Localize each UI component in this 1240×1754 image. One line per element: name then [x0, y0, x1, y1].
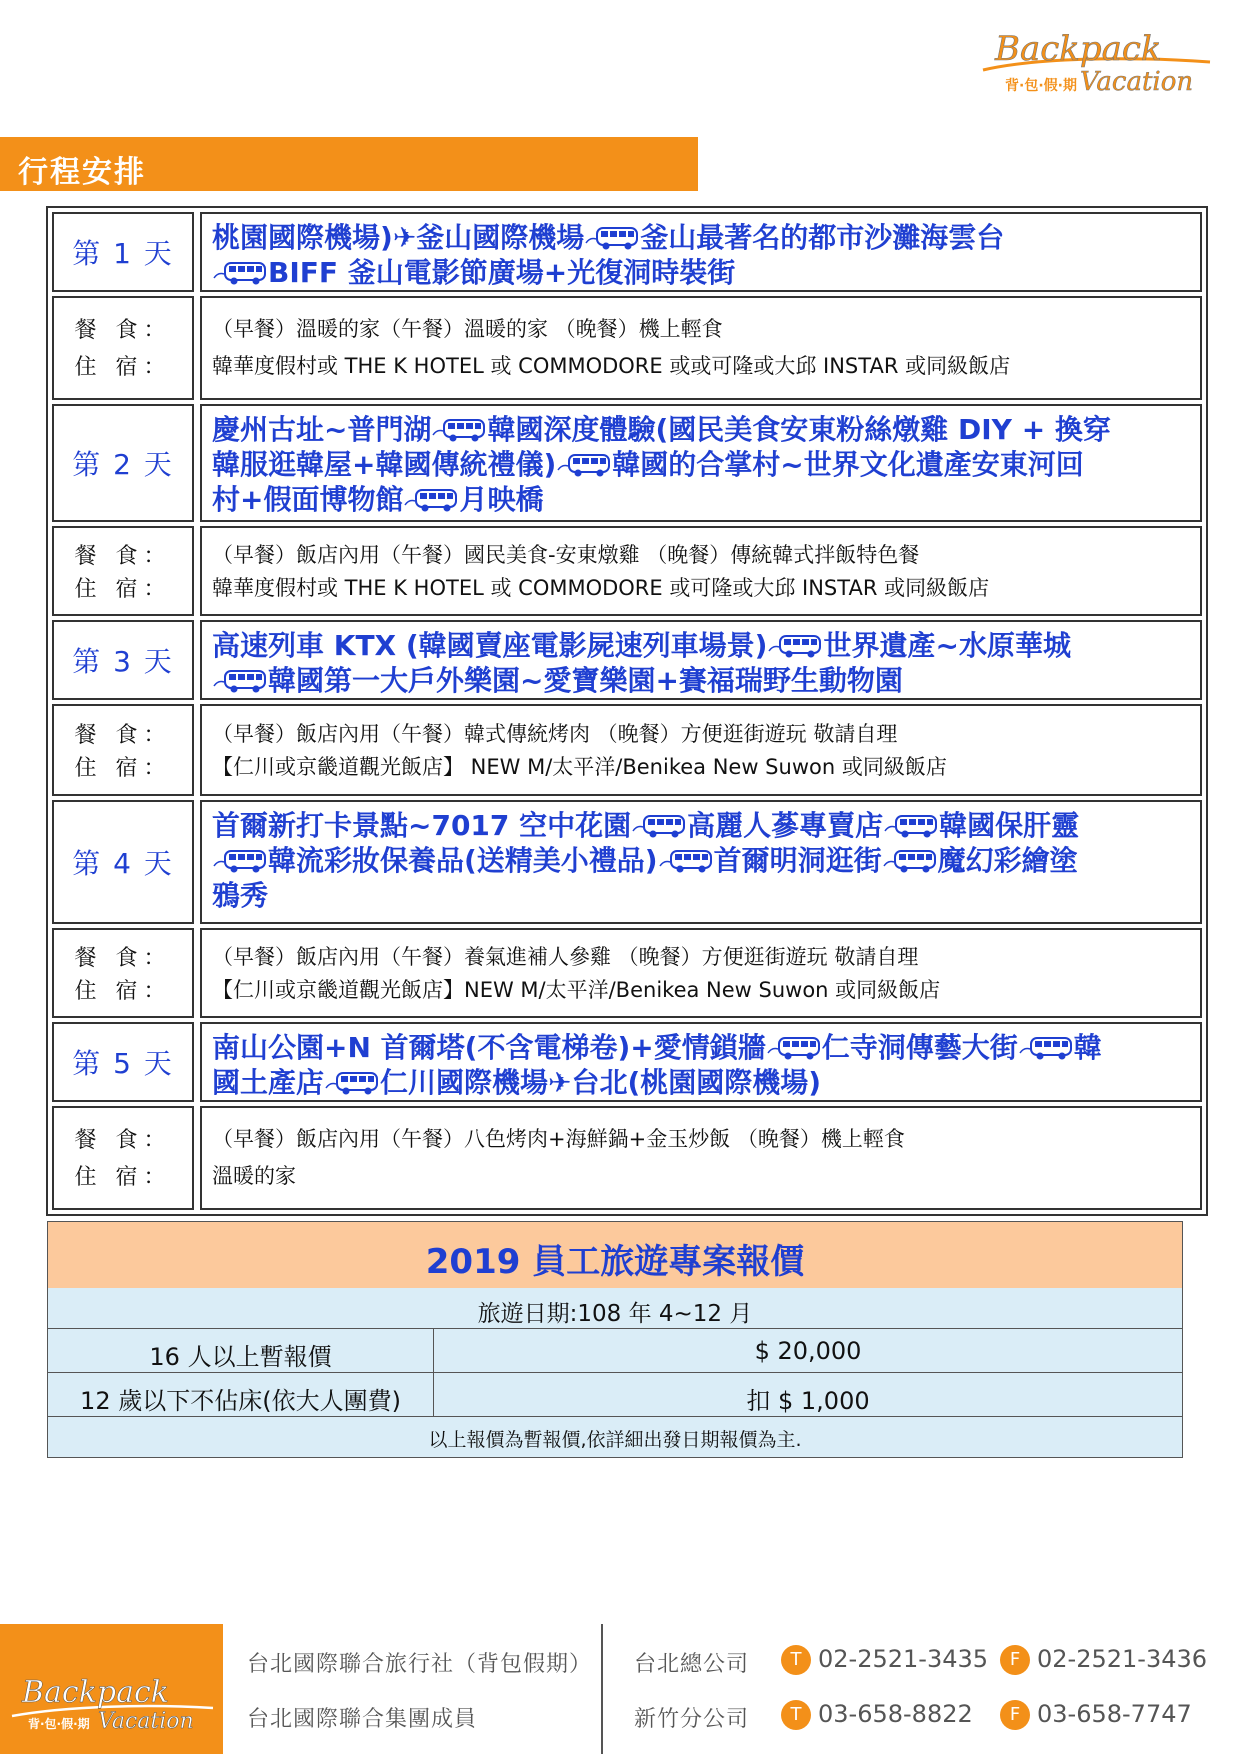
- day-label-cell: [52, 620, 194, 700]
- day-label: 第 4 天: [72, 847, 174, 880]
- day-label-cell: [52, 1022, 194, 1102]
- itinerary-segment: 韓國的合掌村~世界文化遺產安東河回: [612, 448, 1084, 481]
- pricing-note: 以上報價為暫報價,依詳細出發日期報價為主.: [428, 1429, 802, 1451]
- itinerary-line: [212, 1030, 1192, 1065]
- day-itinerary-text: [212, 628, 1192, 698]
- stay-label: 住 宿：: [74, 979, 172, 1004]
- bus-icon: [1018, 1031, 1074, 1064]
- day-row: [52, 800, 1202, 924]
- stay-text: 韓華度假村或 THE K HOTEL 或 COMMODORE 或可隆或大邱 INSTAR 或同級飯店: [212, 576, 990, 600]
- itinerary-segment: 高麗人蔘專賣店: [687, 809, 884, 842]
- stay-label: 住 宿：: [74, 756, 172, 781]
- day-row: [52, 620, 1202, 700]
- meal-label: 餐 食：: [74, 544, 172, 569]
- itinerary-table: [46, 206, 1208, 1216]
- day-row: [52, 404, 1202, 522]
- meal-stay-label-cell: [52, 526, 194, 616]
- itinerary-line: [212, 1065, 1192, 1100]
- bus-icon: [631, 809, 687, 842]
- pricing-label-cell: 12 歲以下不佔床(依大人團費): [48, 1373, 434, 1416]
- svg-text:Backpack: Backpack: [995, 29, 1162, 69]
- day-label: 第 5 天: [72, 1047, 174, 1080]
- itinerary-segment: 仁川國際機場: [380, 1066, 549, 1099]
- itinerary-segment: 高速列車 KTX (韓國賣座電影屍速列車場景): [212, 629, 768, 662]
- itinerary-segment: 國土產店: [212, 1066, 325, 1099]
- stay-text: 溫暖的家: [212, 1164, 296, 1188]
- office-name: 新竹分公司: [634, 1707, 750, 1732]
- day-itinerary-text: [212, 1030, 1192, 1100]
- pricing-row: [48, 1329, 1182, 1373]
- itinerary-segment: 鴉秀: [212, 879, 269, 912]
- itinerary-segment: 釜山國際機場: [416, 221, 585, 254]
- itinerary-line: [212, 220, 1192, 255]
- pricing-value-cell: $ 20,000: [754, 1337, 862, 1365]
- pricing-note-row: [48, 1417, 1182, 1457]
- itinerary-segment: 首爾明洞逛街: [713, 844, 882, 877]
- itinerary-segment: 南山公園+N 首爾塔(不含電梯卷)+愛情鎖牆: [212, 1031, 766, 1064]
- itinerary-line: [212, 628, 1192, 663]
- bus-icon: [882, 844, 938, 877]
- itinerary-segment: 魔幻彩繪塗: [937, 844, 1078, 877]
- meal-text: （早餐）溫暖的家（午餐）溫暖的家 （晚餐）機上輕食: [212, 317, 723, 341]
- bus-icon: [584, 221, 640, 254]
- day-label: 第 1 天: [72, 237, 174, 270]
- meal-stay-row: [52, 296, 1202, 400]
- section-header: [0, 137, 698, 191]
- fax-icon: F: [1000, 1645, 1030, 1675]
- meal-stay-text-cell: [200, 1106, 1202, 1210]
- meal-stay-label-cell: [52, 296, 194, 400]
- pricing-title-row: [48, 1222, 1182, 1289]
- itinerary-segment: 台北(桃園國際機場): [571, 1066, 822, 1099]
- footer-group: 台北國際聯合集團成員: [247, 1707, 478, 1732]
- meal-label: 餐 食：: [74, 723, 172, 748]
- itinerary-line: [212, 843, 1192, 878]
- office-tel: 03-658-8822: [818, 1700, 973, 1728]
- itinerary-segment: 韓國深度體驗(國民美食安東粉絲燉雞 DIY + 換穿: [487, 413, 1111, 446]
- itinerary-segment: 桃園國際機場): [212, 221, 393, 254]
- meal-text: （早餐）飯店內用（午餐）養氣進補人參雞 （晚餐）方便逛街遊玩 敬請自理: [212, 945, 919, 969]
- bus-icon: [658, 844, 714, 877]
- day-itinerary-text: [212, 220, 1192, 290]
- telephone-icon: T: [781, 1700, 811, 1730]
- office-name: 台北總公司: [634, 1652, 750, 1677]
- meal-stay-row: [52, 1106, 1202, 1210]
- day-itinerary-cell: [200, 404, 1202, 522]
- meal-label: 餐 食：: [74, 946, 172, 971]
- svg-text:Backpack: Backpack: [22, 1675, 169, 1710]
- itinerary-line: [212, 447, 1192, 482]
- meal-text: （早餐）飯店內用（午餐）韓式傳統烤肉 （晚餐）方便逛街遊玩 敬請自理: [212, 722, 898, 746]
- meal-stay-text-cell: [200, 296, 1202, 400]
- itinerary-segment: 月映橋: [459, 483, 544, 516]
- itinerary-segment: 韓: [1073, 1031, 1102, 1064]
- bus-icon: [403, 483, 459, 516]
- day-itinerary-cell: [200, 212, 1202, 292]
- stay-text: 【仁川或京畿道觀光飯店】 NEW M/太平洋/Benikea New Suwon 或同級飯店: [212, 755, 947, 779]
- itinerary-line: [212, 255, 1192, 290]
- svg-text:背·包·假·期: 背·包·假·期: [1005, 78, 1077, 94]
- pricing-date-row: [48, 1288, 1182, 1329]
- pricing-value-cell: 扣 $ 1,000: [746, 1387, 870, 1415]
- airplane-icon: ✈: [392, 221, 417, 254]
- meal-stay-row: [52, 928, 1202, 1018]
- itinerary-segment: 釜山最著名的都市沙灘海雲台: [640, 221, 1005, 254]
- day-row: [52, 1022, 1202, 1102]
- meal-stay-label-cell: [52, 928, 194, 1018]
- itinerary-line: [212, 878, 1192, 913]
- svg-text:Vacation: Vacation: [98, 1709, 194, 1734]
- itinerary-segment: 韓國第一大戶外樂園~愛寶樂園+賽福瑞野生動物園: [268, 664, 903, 697]
- day-itinerary-text: [212, 412, 1192, 517]
- bus-icon: [767, 629, 823, 662]
- day-label: 第 3 天: [72, 645, 174, 678]
- backpack-vacation-logo: [8, 1664, 218, 1734]
- telephone-icon: T: [781, 1645, 811, 1675]
- bus-icon: [556, 448, 612, 481]
- meal-stay-text-cell: [200, 928, 1202, 1018]
- office-fax: 02-2521-3436: [1037, 1645, 1208, 1673]
- meal-label: 餐 食：: [74, 318, 172, 343]
- stay-text: 韓華度假村或 THE K HOTEL 或 COMMODORE 或或可隆或大邱 INSTAR 或同級飯店: [212, 354, 1011, 378]
- day-itinerary-cell: [200, 800, 1202, 924]
- itinerary-segment: BIFF 釜山電影節廣場+光復洞時裝街: [268, 256, 736, 289]
- pricing-table: [47, 1221, 1183, 1458]
- bus-icon: [431, 413, 487, 446]
- office-fax: 03-658-7747: [1037, 1700, 1192, 1728]
- pricing-date: 旅遊日期:108 年 4~12 月: [477, 1301, 753, 1327]
- pricing-title: 2019 員工旅遊專案報價: [425, 1242, 805, 1282]
- svg-text:Vacation: Vacation: [1080, 67, 1194, 97]
- itinerary-segment: 慶州古址~普門湖: [212, 413, 432, 446]
- meal-text: （早餐）飯店內用（午餐）國民美食-安東燉雞 （晚餐）傳統韓式拌飯特色餐: [212, 543, 920, 567]
- itinerary-segment: 世界遺產~水原華城: [823, 629, 1071, 662]
- meal-stay-text-cell: [200, 704, 1202, 796]
- office-tel: 02-2521-3435: [818, 1645, 989, 1673]
- meal-label: 餐 食：: [74, 1128, 172, 1153]
- svg-text:背·包·假·期: 背·包·假·期: [28, 1717, 90, 1731]
- itinerary-segment: 首爾新打卡景點~7017 空中花園: [212, 809, 632, 842]
- day-label-cell: [52, 404, 194, 522]
- itinerary-line: [212, 808, 1192, 843]
- day-label-cell: [52, 212, 194, 292]
- stay-text: 【仁川或京畿道觀光飯店】NEW M/太平洋/Benikea New Suwon 或同級飯店: [212, 978, 941, 1002]
- day-itinerary-cell: [200, 620, 1202, 700]
- fax-icon: F: [1000, 1700, 1030, 1730]
- itinerary-line: [212, 412, 1192, 447]
- itinerary-line: [212, 663, 1192, 698]
- day-itinerary-cell: [200, 1022, 1202, 1102]
- meal-stay-row: [52, 704, 1202, 796]
- itinerary-segment: 韓國保肝靈: [939, 809, 1080, 842]
- bus-icon: [212, 664, 268, 697]
- backpack-vacation-logo: [975, 18, 1215, 98]
- itinerary-line: [212, 482, 1192, 517]
- meal-stay-row: [52, 526, 1202, 616]
- itinerary-segment: 韓服逛韓屋+韓國傳統禮儀): [212, 448, 557, 481]
- day-label: 第 2 天: [72, 448, 174, 481]
- itinerary-segment: 韓流彩妝保養品(送精美小禮品): [268, 844, 658, 877]
- bus-icon: [324, 1066, 380, 1099]
- bus-icon: [212, 256, 268, 289]
- footer-divider: [601, 1624, 603, 1754]
- footer-logo-box: [0, 1624, 223, 1754]
- stay-label: 住 宿：: [74, 355, 172, 380]
- footer-company: 台北國際聯合旅行社（背包假期）: [247, 1652, 593, 1677]
- airplane-icon: ✈: [548, 1066, 572, 1099]
- day-itinerary-text: [212, 808, 1192, 913]
- itinerary-segment: 仁寺洞傳藝大街: [821, 1031, 1018, 1064]
- bus-icon: [883, 809, 939, 842]
- section-title: 行程安排: [18, 155, 146, 190]
- itinerary-segment: 村+假面博物館: [212, 483, 404, 516]
- pricing-label-cell: 16 人以上暫報價: [48, 1329, 434, 1372]
- bus-icon: [766, 1031, 822, 1064]
- stay-label: 住 宿：: [74, 1165, 172, 1190]
- meal-stay-label-cell: [52, 704, 194, 796]
- day-row: [52, 212, 1202, 292]
- meal-stay-label-cell: [52, 1106, 194, 1210]
- stay-label: 住 宿：: [74, 577, 172, 602]
- pricing-row: [48, 1373, 1182, 1417]
- day-label-cell: [52, 800, 194, 924]
- meal-text: （早餐）飯店內用（午餐）八色烤肉+海鮮鍋+金玉炒飯 （晚餐）機上輕食: [212, 1127, 905, 1151]
- bus-icon: [212, 844, 268, 877]
- meal-stay-text-cell: [200, 526, 1202, 616]
